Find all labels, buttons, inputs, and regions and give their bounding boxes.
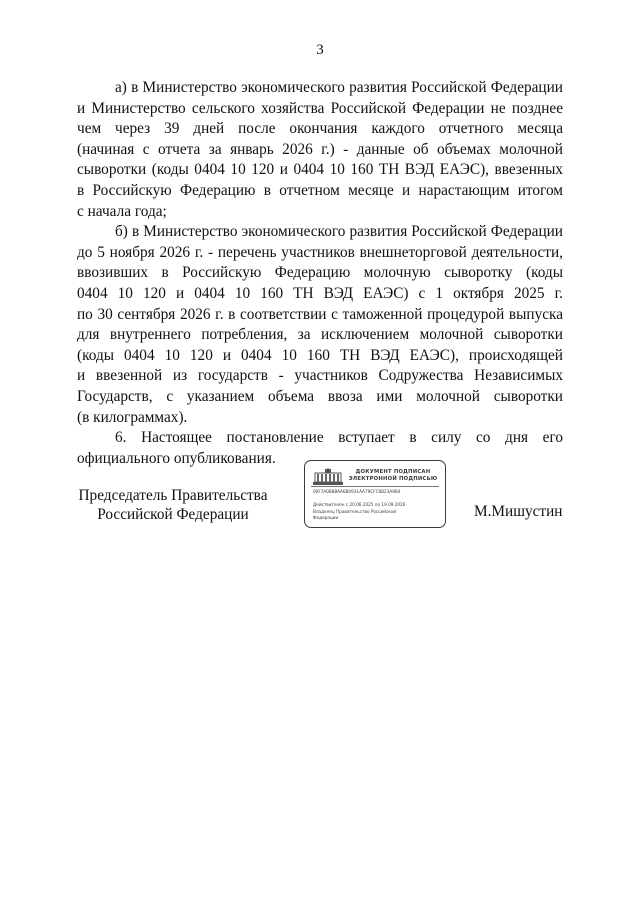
text-line: 0404 10 120 и 0404 10 160 ТН ВЭД ЕАЭС) с 1 октября 2025 г. [77, 284, 563, 302]
stamp-certificate-number: 00F7A0B8B6A6B0931AA79CFC6B23A9B4 [313, 489, 401, 494]
document-body [77, 78, 563, 469]
signatory-name: М.Мишустин [474, 503, 563, 520]
stamp-title [345, 469, 441, 483]
signatory-title-line: Председатель Правительства [78, 487, 268, 504]
text-line: (коды 0404 10 120 и 0404 10 160 ТН ВЭД ЕАЭС), происходящей [77, 346, 563, 364]
text-line: сыворотки (коды 0404 10 120 и 0404 10 160 ТН ВЭД ЕАЭС), ввезенных [77, 161, 563, 179]
page-number: 3 [316, 42, 324, 58]
text-line: (в килограммах). [77, 408, 188, 426]
stamp-title-line: ДОКУМЕНТ ПОДПИСАН [355, 469, 431, 475]
text-line: до 5 ноября 2026 г. - перечень участников внешнеторговой деятельности, [77, 243, 563, 261]
stamp-owner: Федерации [313, 515, 339, 520]
text-line: официального опубликования. [77, 449, 276, 467]
text-line: б) в Министерство экономического развития Российской Федерации [115, 223, 563, 241]
text-line: чем через 39 дней после окончания каждого отчетного месяца [77, 120, 563, 138]
electronic-signature-stamp [304, 460, 446, 528]
text-line: (начиная с отчета за январь 2026 г.) - данные об объемах молочной [77, 140, 563, 158]
text-line: для внутреннего потребления, за исключением молочной сыворотки [77, 326, 563, 344]
government-building-icon [313, 468, 343, 485]
signatory-title [60, 486, 286, 524]
text-line: по 30 сентября 2026 г. в соответствии с таможенной процедурой выпуска [77, 305, 563, 323]
stamp-owner: Владелец Правительство Российской [313, 509, 397, 514]
stamp-title-line: ЭЛЕКТРОННОЙ ПОДПИСЬЮ [348, 476, 438, 482]
text-line: Государств, с указанием объема ввоза ими молочной сыворотки [77, 387, 563, 405]
text-line: и Министерство сельского хозяйства Российской Федерации не позднее [77, 99, 563, 117]
stamp-validity: Действителен с 20.06.2025 по 19.09.2026 [313, 502, 406, 507]
stamp-divider [311, 486, 439, 487]
text-line: а) в Министерство экономического развития Российской Федерации [115, 79, 563, 96]
text-line: и ввезенной из государств - участников Содружества Независимых [77, 367, 563, 385]
text-line: в Российскую Федерацию в отчетном месяце и нарастающим итогом [77, 181, 563, 199]
text-line: с начала года; [77, 202, 167, 220]
signatory-title-line: Российской Федерации [97, 506, 249, 523]
text-line: 6. Настоящее постановление вступает в силу со дня его [115, 429, 563, 447]
text-line: ввозивших в Российскую Федерацию молочную сыворотку (коды [77, 264, 563, 282]
